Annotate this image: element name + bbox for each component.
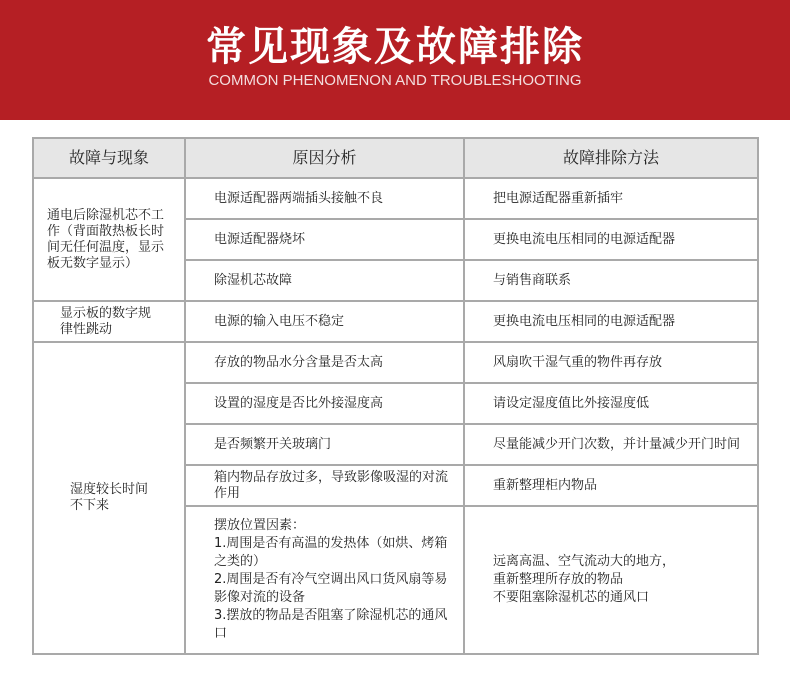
cause-cell [184, 300, 465, 343]
cause-text: 设置的湿度是否比外接湿度高 [214, 395, 384, 411]
fix-text: 更换电流电压相同的电源适配器 [493, 231, 676, 247]
fix-text: 把电源适配器重新插牢 [493, 190, 624, 206]
cause-line: 1.周围是否有高温的发热体（如烘、烤箱之类的） [214, 536, 448, 569]
column-header-symptom [32, 137, 186, 179]
cause-cell [184, 218, 465, 261]
column-header-label: 原因分析 [292, 148, 357, 167]
fix-text: 风扇吹干湿气重的物件再存放 [493, 354, 663, 370]
cause-line: 2.周围是否有冷气空调出风口货风扇等易影像对流的设备 [214, 572, 448, 605]
symptom-text: 通电后除湿机芯不工作（背面散热板长时间无任何温度，显示板无数字显示） [47, 207, 165, 271]
fix-cell [463, 218, 759, 261]
cause-text: 是否频繁开关玻璃门 [214, 436, 332, 452]
fix-text: 重新整理柜内物品 [493, 477, 598, 493]
cause-cell [184, 423, 465, 466]
column-header-cause [184, 137, 465, 179]
symptom-text: 湿度较长时间不下来 [70, 482, 149, 513]
column-header-fix [463, 137, 759, 179]
cause-cell [184, 505, 465, 655]
fix-line: 重新整理所存放的物品 [493, 572, 624, 587]
symptom-cell [32, 300, 186, 343]
fix-cell [463, 300, 759, 343]
fix-cell [463, 177, 759, 220]
page-subtitle: COMMON PHENOMENON AND TROUBLESHOOTING [208, 72, 582, 89]
fix-line: 远离高温、空气流动大的地方， [493, 554, 676, 569]
fix-cell [463, 464, 759, 507]
cause-line: 3.摆放的物品是否阻塞了除湿机芯的通风口 [214, 608, 448, 641]
cause-cell [184, 259, 465, 302]
cause-text: 电源的输入电压不稳定 [214, 313, 345, 329]
fix-cell [463, 382, 759, 425]
fix-cell [463, 259, 759, 302]
cause-cell [184, 177, 465, 220]
symptom-cell [32, 341, 186, 655]
cause-text [214, 517, 449, 643]
cause-cell [184, 464, 465, 507]
fix-cell [463, 423, 759, 466]
cause-text: 电源适配器两端插头接触不良 [214, 190, 384, 206]
fix-text [493, 553, 743, 607]
cause-line: 摆放位置因素： [214, 518, 306, 533]
symptom-cell [32, 177, 186, 302]
fix-text: 更换电流电压相同的电源适配器 [493, 313, 676, 329]
fix-line: 不要阻塞除湿机芯的通风口 [493, 590, 650, 605]
cause-text: 箱内物品存放过多，导致影像吸湿的对流作用 [214, 469, 449, 501]
cause-text: 除湿机芯故障 [214, 272, 293, 288]
cause-text: 电源适配器烧坏 [214, 231, 306, 247]
fix-text: 尽量能减少开门次数，并计量减少开门时间 [493, 436, 741, 452]
cause-cell [184, 341, 465, 384]
fix-cell [463, 505, 759, 655]
symptom-text: 显示板的数字规律性跳动 [60, 305, 152, 337]
cause-cell [184, 382, 465, 425]
column-header-label: 故障排除方法 [562, 148, 659, 167]
fix-text: 与销售商联系 [493, 272, 572, 288]
column-header-label: 故障与现象 [68, 148, 149, 167]
fix-text: 请设定湿度值比外接湿度低 [493, 395, 650, 411]
page-title: 常见现象及故障排除 [206, 24, 584, 70]
fix-cell [463, 341, 759, 384]
cause-text: 存放的物品水分含量是否太高 [214, 354, 384, 370]
header-banner [0, 0, 790, 120]
